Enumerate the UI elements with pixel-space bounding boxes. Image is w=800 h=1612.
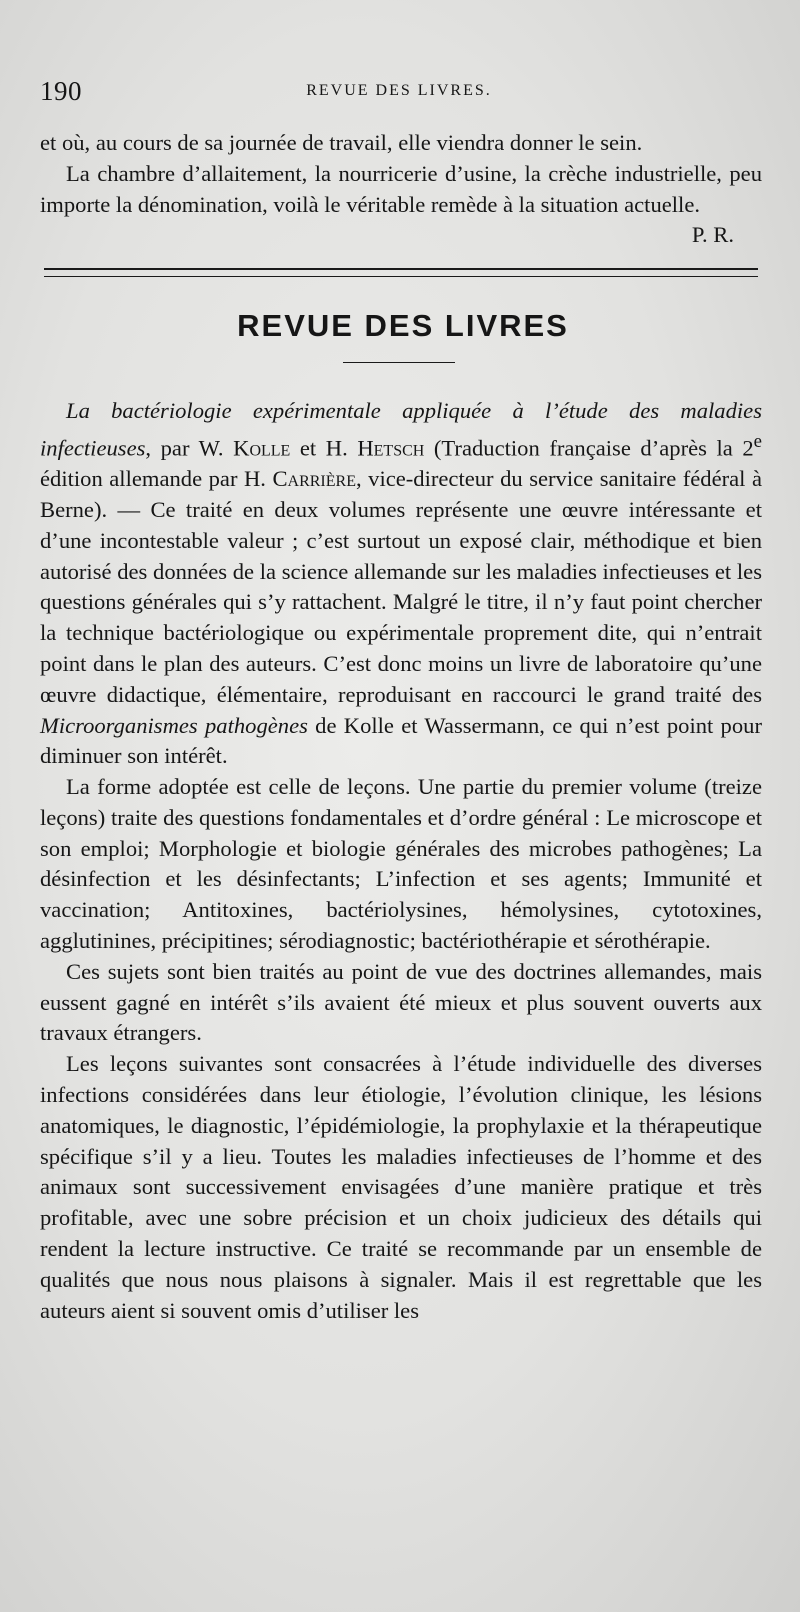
closing-paragraph-line1: et où, au cours de sa journée de travail, elle viendra donner le sein. xyxy=(40,130,643,155)
book-title: La bactériologie expérimentale appliquée à l’étude des maladies infectieuses xyxy=(40,398,762,461)
closing-paragraph-body xyxy=(40,159,762,248)
review-paragraph-2: La forme adoptée est celle de leçons. Une partie du premier volume (treize leçons) traite des questions fondamentales et d’ordre général : Le microscope et son emploi; Morphologie et biologie générales des microbes pathogènes; La désinfection et les désinfectants; L’infection et ses agents; Immunité et vaccination; Antitoxines, bactériolysines, hémolysines, cytotoxines, agglutinines, précipitines; sérodiagnostic; bactériothérapie et sérothérapie. xyxy=(40,774,762,954)
title-underline xyxy=(343,362,455,363)
author-name: Hetsch xyxy=(357,435,425,461)
review-paragraph-3: Ces sujets sont bien traités au point de vue des doctrines allemandes, mais eussent gagné en intérêt s’ils avaient été mieux et plus souvent ouverts aux travaux étrangers. xyxy=(40,958,762,1046)
page-header xyxy=(40,76,758,106)
section-title: REVUE DES LIVRES xyxy=(237,308,569,343)
translator-name: Carrière xyxy=(272,466,356,492)
section-divider xyxy=(44,268,758,277)
review-paragraph-1: La bactériologie expérimentale appliquée à l’étude des maladies infectieuses, par W. Kolle et H. Hetsch (Traduction française d’après la 2e édition allemande par H. Carrière, vice-directeur du service sanitaire fédéral à Berne). — Ce traité en deux volumes représente une œuvre intéressante et d’une incontestable valeur ; c’est surtout un exposé clair, méthodique et bien autorisé des données de la science allemande sur les maladies infectieuses et les questions générales qui s’y rattachent. Malgré le titre, il n’y faut point chercher la technique bactériologique ou expérimentale proprement dite, qui n’entrait point dans le plan des auteurs. C’est donc moins un livre de laboratoire qu’une œuvre didactique, élémentaire, reproduisant en raccourci le grand traité des Microorganismes pathogènes de Kolle et Wassermann, ce qui n’est point pour diminuer son intérêt. xyxy=(40,398,763,769)
review-paragraph-4: Les leçons suivantes sont consacrées à l’étude individuelle des diverses infections considérées dans leur étiologie, l’évolution clinique, les lésions anatomiques, le diagnostic, l’épidémiologie, la prophylaxie et la thérapeutique spécifique s’il y a lieu. Toutes les maladies infectieuses de l’homme et des animaux sont successivement envisagées d’une manière pratique et très profitable, avec une sobre précision et un choix judicieux des détails qui rendent la lecture instructive. Ce traité se recommande par un ensemble de qualités que nous nous plaisons à signaler. Mais il est regrettable que les auteurs aient si souvent omis d’utiliser les xyxy=(40,1051,762,1323)
author-name: Kolle xyxy=(233,435,291,461)
edition-superscript: e xyxy=(753,430,763,452)
author-initials: P. R. xyxy=(691,222,734,248)
referenced-title: Microorganismes pathogènes xyxy=(40,712,308,738)
running-head: REVUE DES LIVRES. xyxy=(306,82,492,99)
closing-paragraph xyxy=(40,128,762,251)
book-review xyxy=(40,396,762,1326)
page-number: 190 xyxy=(40,76,82,106)
closing-paragraph-text: La chambre d’allaitement, la nourricerie d’usine, la crèche industrielle, peu importe la dénomination, voilà le véritable remède à la situation actuelle. xyxy=(40,160,762,217)
